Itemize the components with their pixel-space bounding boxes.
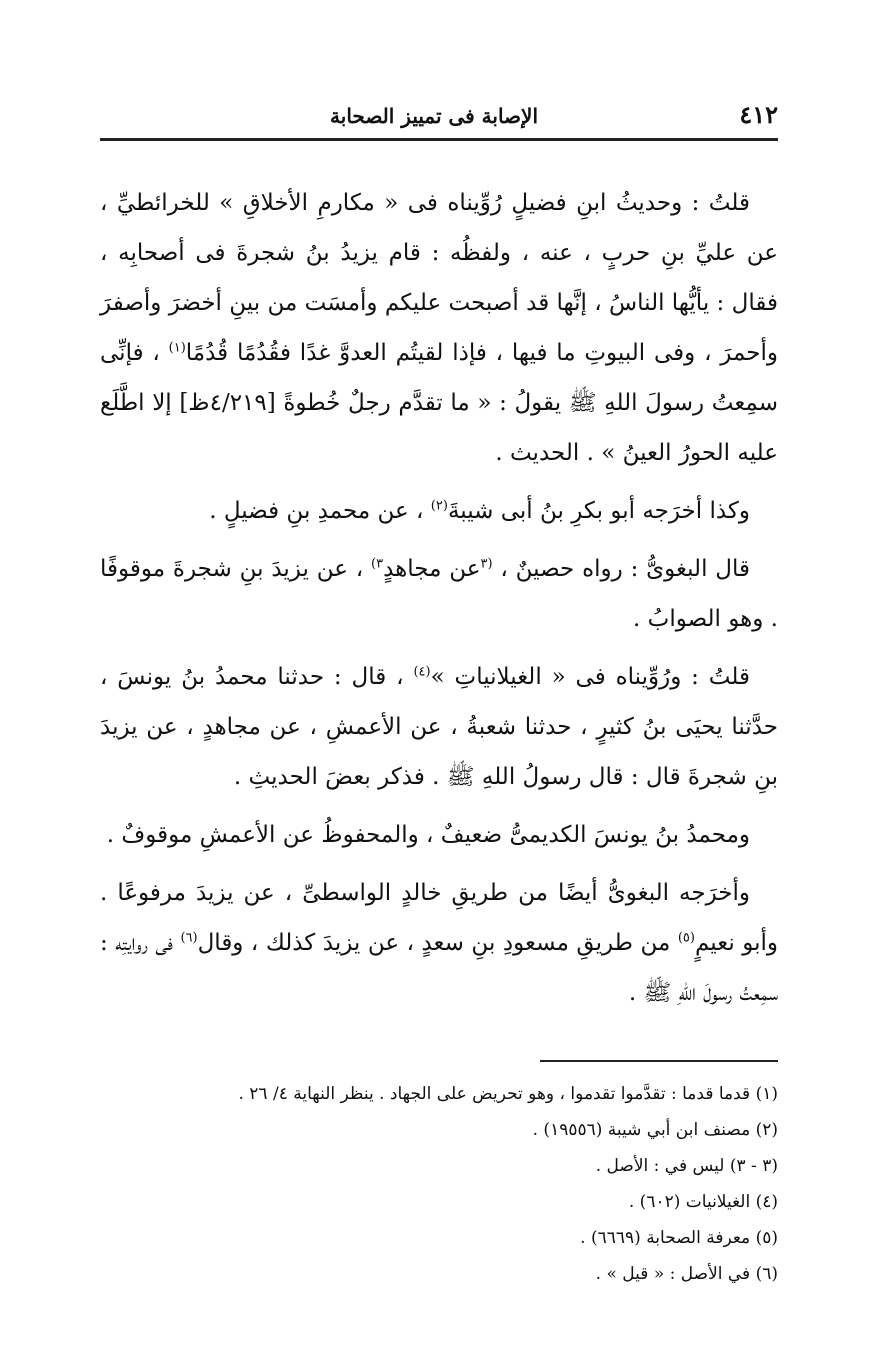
running-title: الإصابة فى تمييز الصحابة	[330, 104, 538, 128]
paragraph-6: وأخرَجه البغوىُّ أيضًا من طريقِ خالدٍ الواسطىِّ ، عن يزيدَ مرفوعًا . وأبو نعيمٍ$^{(٥)}$ من طريقِ مسعودِ بنِ سعدٍ ، عن يزيدَ كذلك ، وقال$^{(٦)}$ فى روايتِه : سمِعتُ رسولَ اللهِ ﷺ .	[100, 880, 779, 1006]
footnote-2: (٢) مصنف ابن أبي شيبة (١٩٥٥٦) .	[532, 1120, 778, 1140]
footnote-ref-6[interactable]: (٦)	[180, 930, 198, 946]
page-number: ٤١٢	[739, 100, 778, 129]
page-header	[100, 96, 778, 141]
paragraph-4: قلتُ : ورُوِّيناه فى « الغيلانياتِ »$^{(٤)}$ ، قال : حدثنا محمدُ بنُ يونسَ ، حدَّثنا يحيَى بنُ كثيرٍ ، حدثنا شعبةُ ، عن الأعمشِ ، عن مجاهدٍ ، عن يزيدَ بنِ شجرةَ قال : قال رسولُ اللهِ ﷺ . فذكر بعضَ الحديثِ .	[100, 664, 778, 790]
footnote-1: (١) قدما قدما : تقدَّموا تقدموا ، وهو تحريض على الجهاد . ينظر النهاية ٤/ ٢٦ .	[238, 1084, 778, 1104]
paragraph-3: قال البغوىُّ : رواه حصينٌ ، $^{(٣}$عن مجاهدٍ$^{٣)}$ ، عن يزيدَ بنِ شجرةَ موقوفًا . وهو الصوابُ .	[100, 556, 778, 632]
main-text	[100, 178, 778, 1026]
footnote-ref-4[interactable]: (٤)	[413, 664, 431, 680]
footnote-6: (٦) في الأصل : « قيل » .	[595, 1264, 778, 1284]
footnote-5: (٥) معرفة الصحابة (٦٦٦٩) .	[580, 1228, 778, 1248]
paragraph-1: قلتُ : وحديثُ ابنِ فضيلٍ رُوِّيناه فى « مكارمِ الأخلاقِ » للخرائطيِّ ، عن عليِّ بنِ حربٍ ، عنه ، ولفظُه : قام يزيدُ بنُ شجرةَ فى أصحابِه ، فقال : يأيُّها الناسُ ، إنَّها قد أصبحت عليكم وأمسَت من بينِ أخضرَ وأصفرَ وأحمرَ ، وفى البيوتِ ما فيها ، فإذا لقيتُم العدوَّ غدًا فقُدُمًا قُدُمًا$^{(١)}$ ، فإنِّى سمِعتُ رسولَ اللهِ ﷺ يقولُ : « ما تقدَّم رجلٌ خُطوةً [٤/٢١٩ظ] إلا اطَّلَع عليه الحورُ العينُ » . الحديث .	[100, 190, 779, 466]
footnote-ref-1[interactable]: (١)	[168, 340, 186, 356]
footnote-4: (٤) الغيلانيات (٦٠٢) .	[628, 1192, 778, 1212]
footnotes	[100, 1076, 778, 1292]
paragraph-2: وكذا أخرَجه أبو بكرِ بنُ أبى شيبةَ$^{(٢)}$ ، عن محمدِ بنِ فضيلٍ .	[209, 498, 750, 524]
footnote-ref-5[interactable]: (٥)	[677, 930, 695, 946]
footnote-ref-2[interactable]: (٢)	[430, 498, 448, 514]
footnote-ref-3-open[interactable]: (٣	[480, 556, 493, 572]
footnote-ref-3-close[interactable]: ٣)	[371, 556, 384, 572]
paragraph-5: ومحمدُ بنُ يونسَ الكديمىُّ ضعيفٌ ، والمحفوظُ عن الأعمشِ موقوفٌ .	[106, 822, 750, 848]
footnote-3: (٣ - ٣) ليس في : الأصل .	[595, 1156, 778, 1176]
footnote-divider	[540, 1060, 778, 1062]
